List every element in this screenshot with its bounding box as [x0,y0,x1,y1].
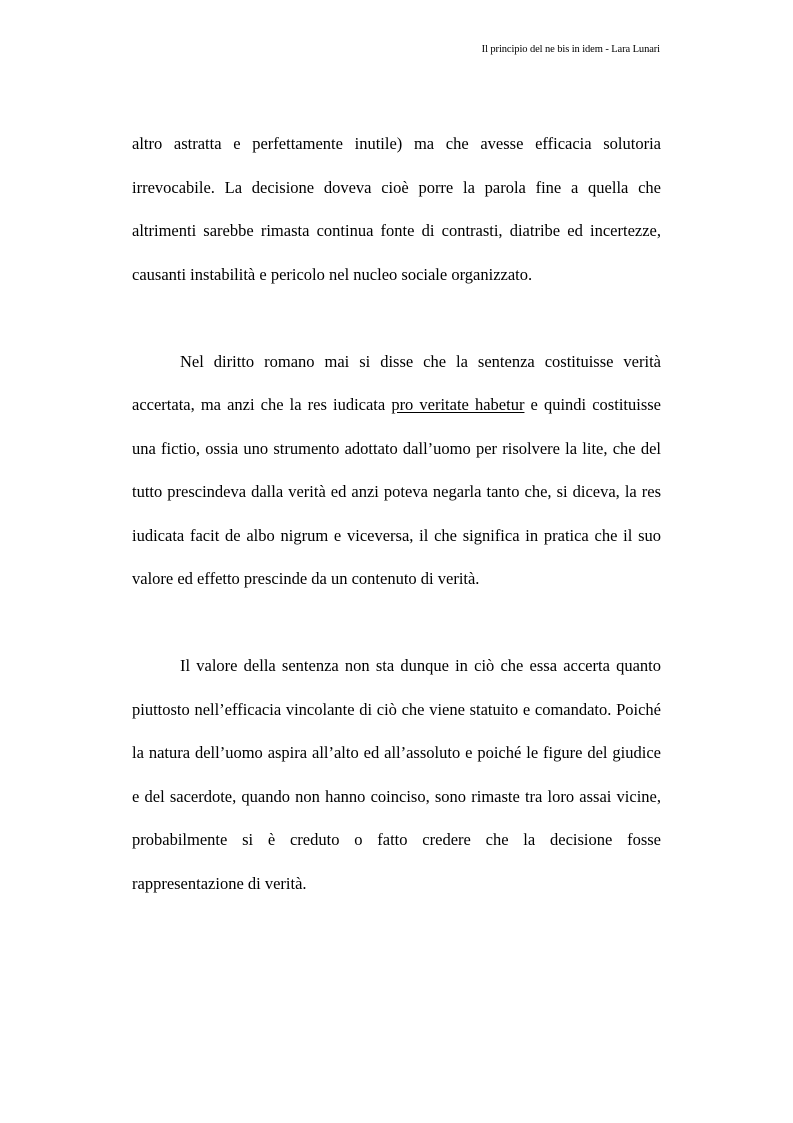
paragraph-continuation: altro astratta e perfettamente inutile) ma che avesse efficacia solutoria irrevocabile. La decisione doveva cioè porre la parola fine a quella che altrimenti sarebbe rimasta continua fonte di contrasti, diatribe ed incertezze, causanti instabilità e pericolo nel nucleo sociale organizzato. [132,134,661,284]
paragraph-diritto-romano [132,340,661,601]
underlined-phrase: pro veritate habetur [391,395,525,414]
running-header: Il principio del ne bis in idem - Lara Lunari [481,44,660,55]
document-body [132,122,661,905]
paragraph-text-before: Nel diritto romano mai si disse che la sentenza costituisse verità accertata, ma anzi che la res iudicata [132,351,661,414]
paragraph-text-after: e quindi costituisse una fictio, ossia uno strumento adottato dall’uomo per risolvere la lite, che del tutto prescindeva dalla verità ed anzi poteva negarla tanto che, si diceva, la res iudicata facit de albo nigrum e viceversa, il che significa in pratica che il suo valore ed effetto prescinde da un contenuto di verità. [132,395,661,588]
paragraph-valore-sentenza: Il valore della sentenza non sta dunque in ciò che essa accerta quanto piuttosto nell’efficacia vincolante di ciò che viene statuito e comandato. Poiché la natura dell’uomo aspira all’alto ed all’assoluto e poiché le figure del giudice e del sacerdote, quando non hanno coinciso, sono rimaste tra loro assai vicine, probabilmente si è creduto o fatto credere che la decisione fosse rappresentazione di verità. [132,656,661,893]
